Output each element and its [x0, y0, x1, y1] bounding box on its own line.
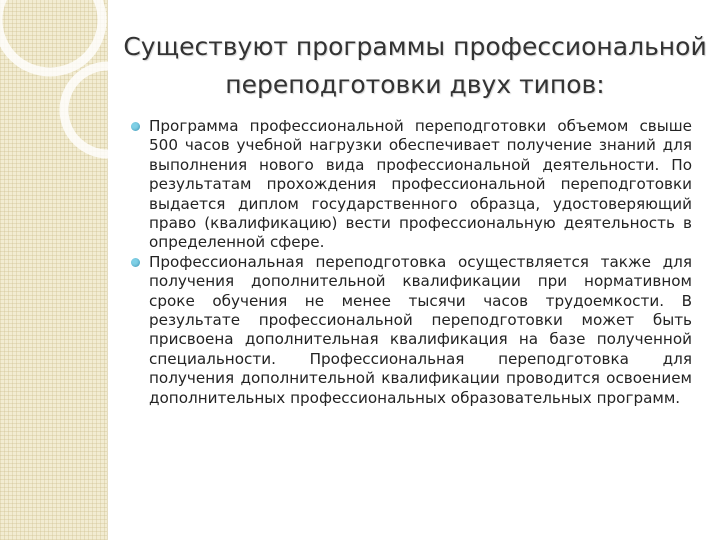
round-bullet-icon [131, 122, 140, 131]
bullet-item [130, 117, 692, 253]
bullet-item [130, 253, 692, 408]
round-bullet-icon [131, 258, 140, 267]
title-line-1: Существуют программы профессиональной [123, 32, 707, 61]
bullet-text: Профессиональная переподготовка осуществляется также для получения дополнительной квалификации при нормативном сроке обучения не менее тысячи часов трудоемкости. В результате профессиональной переподготовки может быть присвоена дополнительная квалификация на базе полученной специальности. Профессиональная переподготовка для получения дополнительной квалификации проводится освоением дополнительных профессиональных образовательных программ. [149, 252, 692, 407]
bullet-text: Программа профессиональной переподготовки объемом свыше 500 часов учебной нагрузки обеспечивает получение знаний для выполнения нового вида профессиональной деятельности. По результатам прохождения профессиональной переподготовки выдается диплом государственного образца, удостоверяющий право (квалификацию) вести профессиональную деятельность в определенной сфере. [149, 117, 692, 252]
bullet-list [130, 117, 692, 408]
circle-ornament-icon [0, 0, 108, 170]
slide-title [120, 28, 710, 104]
title-line-2: переподготовки двух типов: [225, 70, 605, 99]
